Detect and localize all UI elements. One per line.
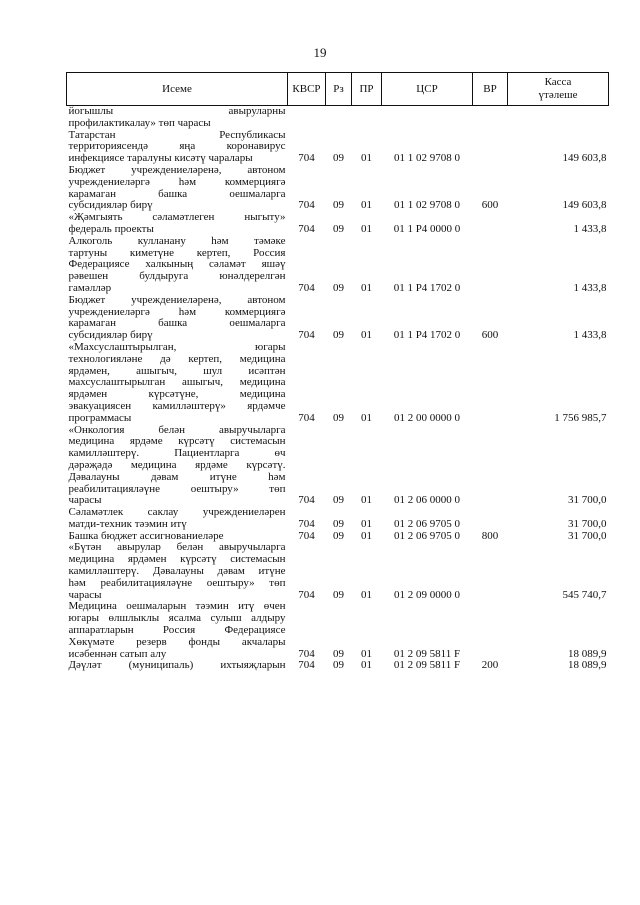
- table-body: [67, 106, 609, 673]
- cell-pr: [352, 106, 382, 130]
- cell-vr: 200: [481, 659, 499, 672]
- table-row: [67, 542, 609, 601]
- cell-kvsr: 704: [298, 199, 315, 212]
- cell-rz: 09: [333, 199, 344, 212]
- cell-csr: 01 2 06 9705 0: [394, 517, 460, 530]
- cell-pr: 01: [361, 411, 372, 424]
- cell-vr: [473, 236, 508, 295]
- cell-csr: 01 1 02 9708 0: [394, 152, 460, 165]
- cell-name: [67, 165, 288, 212]
- cell-vr: [473, 130, 508, 165]
- cell-name-line: эвакуациясен камилләштерү» ярдәмче: [68, 399, 286, 412]
- cell-name-line: профилактикалау» төп чарасы: [68, 116, 211, 129]
- cell-name-line: чарасы: [68, 494, 102, 507]
- cell-vr: [473, 212, 508, 236]
- cell-name: [67, 601, 288, 660]
- cell-kvsr: 704: [298, 494, 315, 507]
- cell-name: [67, 342, 288, 425]
- cell-name-line: гамәлләр: [68, 281, 112, 294]
- cell-amount: [508, 106, 609, 130]
- cell-name-line: территориясендә яңа коронавирус: [68, 140, 286, 153]
- cell-vr: [473, 542, 508, 601]
- cell-amount: 1 433,8: [573, 222, 607, 235]
- cell-amount: 149 603,8: [562, 199, 607, 212]
- cell-name-line: учреждениеләргә һәм коммерциягә: [68, 305, 286, 318]
- cell-kvsr: 704: [298, 411, 315, 424]
- cell-rz: 09: [333, 647, 344, 660]
- cell-vr: 600: [481, 199, 499, 212]
- cell-rz: 09: [333, 529, 344, 542]
- table-row: [67, 425, 609, 508]
- cell-pr: 01: [361, 588, 372, 601]
- cell-csr: 01 1 P4 1702 0: [393, 329, 461, 342]
- cell-amount: 149 603,8: [562, 152, 607, 165]
- cell-name-line: ярдәмен күрсәтүне, медицина: [68, 388, 286, 401]
- cell-kvsr: 704: [298, 222, 315, 235]
- table-row: [67, 212, 609, 236]
- cell-csr: 01 2 06 0000 0: [394, 494, 460, 507]
- cell-amount: 1 433,8: [573, 281, 607, 294]
- cell-pr: 01: [361, 494, 372, 507]
- cell-name-line: махсуслаштырылган ашыгыч, медицина: [68, 376, 286, 389]
- cell-name-line: матди-техник тәэмин итү: [68, 517, 187, 530]
- cell-name-line: медицина ярдәмен күрсәтү системасын: [68, 553, 286, 566]
- cell-rz: 09: [333, 494, 344, 507]
- header-rz: Рз: [326, 73, 352, 106]
- cell-name-line: медицина ярдәме күрсәтү системасын: [68, 435, 286, 448]
- cell-name: [67, 295, 288, 342]
- cell-name-line: учреждениеләргә һәм коммерциягә: [68, 175, 286, 188]
- budget-table: [66, 72, 609, 672]
- header-amount: Касса үтәлеше: [508, 73, 609, 106]
- cell-name: [67, 660, 288, 672]
- cell-amount: 1 756 985,7: [554, 411, 607, 424]
- cell-rz: 09: [333, 588, 344, 601]
- cell-name: [67, 106, 288, 130]
- cell-name-line: югары өлшлыклы ясалма сулыш алдыру: [68, 612, 286, 625]
- cell-name-line: исәбеннән сатып алу: [68, 647, 167, 660]
- cell-amount: 18 089,9: [568, 647, 607, 660]
- cell-rz: 09: [333, 659, 344, 672]
- cell-pr: 01: [361, 659, 372, 672]
- cell-amount: 31 700,0: [568, 517, 607, 530]
- cell-name: [67, 542, 288, 601]
- cell-vr: 600: [481, 329, 499, 342]
- table-row: [67, 106, 609, 130]
- cell-kvsr: 704: [298, 659, 315, 672]
- header-pr: ПР: [352, 73, 382, 106]
- cell-rz: 09: [333, 222, 344, 235]
- cell-name-line: реабилитацияләүне оештыру» төп: [68, 482, 286, 495]
- cell-name-line: Медицина оешмаларын тәэмин итү өчен: [68, 600, 286, 613]
- cell-name-line: Бюджет учреждениеләренә, автоном: [68, 163, 286, 176]
- cell-amount: 31 700,0: [568, 494, 607, 507]
- cell-rz: 09: [333, 411, 344, 424]
- table-row: [67, 342, 609, 425]
- cell-name: [67, 507, 288, 531]
- cell-name: [67, 425, 288, 508]
- cell-csr: 01 2 09 0000 0: [394, 588, 460, 601]
- cell-name-line: ярдәмен, ашыгыч, шул исәптән: [68, 364, 286, 377]
- cell-kvsr: 704: [298, 329, 315, 342]
- page-number: 19: [313, 45, 327, 60]
- cell-amount: 1 433,8: [573, 329, 607, 342]
- cell-name-line: карамаган башка оешмаларга: [68, 317, 286, 330]
- cell-rz: 09: [333, 281, 344, 294]
- cell-rz: [326, 106, 352, 130]
- cell-name-line: Дәвалауны дәвам итүне һәм: [68, 470, 286, 483]
- cell-name: [67, 212, 288, 236]
- cell-name-line: технологияләне дә кертеп, медицина: [68, 352, 286, 365]
- cell-name-line: һәм реабилитацияләүне оештыру» төп: [68, 576, 286, 589]
- cell-name-line: Алкоголь кулланану һәм тәмәке: [68, 234, 286, 247]
- cell-kvsr: 704: [298, 529, 315, 542]
- cell-amount: 545 740,7: [562, 588, 607, 601]
- cell-kvsr: 704: [298, 647, 315, 660]
- cell-pr: 01: [361, 329, 372, 342]
- cell-name-line: аппаратларын Россия Федерациясе: [68, 624, 286, 637]
- table-row: [67, 660, 609, 672]
- table-header: [67, 73, 609, 106]
- cell-csr: 01 1 P4 1702 0: [393, 281, 461, 294]
- cell-amount: 31 700,0: [568, 529, 607, 542]
- cell-kvsr: [288, 106, 326, 130]
- cell-kvsr: 704: [298, 588, 315, 601]
- cell-csr: 01 2 09 5811 F: [393, 659, 461, 672]
- cell-vr: [473, 425, 508, 508]
- cell-name-line: Хөкүмәте резерв фонды акчалары: [68, 635, 286, 648]
- cell-name-line: Татарстан Республикасы: [68, 128, 286, 141]
- cell-pr: 01: [361, 199, 372, 212]
- header-csr: ЦСР: [382, 73, 473, 106]
- cell-name: [67, 130, 288, 165]
- table-row: [67, 295, 609, 342]
- cell-kvsr: 704: [298, 517, 315, 530]
- cell-name-line: инфекциясе таралуны кисәтү чаралары: [68, 152, 253, 165]
- cell-name-line: тартуны киметүне кертеп, Россия: [68, 246, 286, 259]
- cell-pr: 01: [361, 152, 372, 165]
- cell-name-line: федераль проекты: [68, 222, 154, 235]
- cell-name: [67, 236, 288, 295]
- cell-vr: [473, 507, 508, 531]
- cell-name-line: Бюджет учреждениеләренә, автоном: [68, 293, 286, 306]
- cell-csr: 01 2 09 5811 F: [393, 647, 461, 660]
- cell-csr: 01 1 02 9708 0: [394, 199, 460, 212]
- cell-pr: 01: [361, 222, 372, 235]
- cell-name-line: йогышлы авыруларны: [68, 105, 286, 117]
- table-row: [67, 601, 609, 660]
- cell-name-line: Башка бюджет ассигнованиеләре: [68, 529, 224, 542]
- cell-pr: 01: [361, 517, 372, 530]
- cell-rz: 09: [333, 329, 344, 342]
- cell-name-line: Сәламәтлек саклау учреждениеләрен: [68, 506, 286, 519]
- cell-name-line: субсидияләр бирү: [68, 329, 153, 342]
- cell-csr: 01 1 P4 0000 0: [393, 222, 461, 235]
- cell-name-line: Дәүләт (муниципаль) ихтыяҗларын: [68, 659, 286, 672]
- table-row: [67, 507, 609, 531]
- cell-vr: [473, 106, 508, 130]
- cell-vr: 800: [481, 529, 499, 542]
- cell-kvsr: 704: [298, 152, 315, 165]
- table-row: [67, 165, 609, 212]
- cell-name-line: Федерациясе халкының сәламәт яшәү: [68, 258, 286, 271]
- cell-name-line: программасы: [68, 411, 132, 424]
- cell-name-line: камилләштерү. Пациентларга өч: [68, 447, 286, 460]
- cell-name-line: камилләштерү. Дәвалауны дәвам итүне: [68, 565, 286, 578]
- cell-name-line: «Бүтән авырулар белән авыручыларга: [68, 541, 286, 554]
- cell-name-line: рәвешен булдыруга юнәлдерелгән: [68, 270, 286, 283]
- cell-vr: [473, 342, 508, 425]
- cell-csr: 01 2 06 9705 0: [394, 529, 460, 542]
- cell-kvsr: 704: [298, 281, 315, 294]
- cell-name-line: «Онкология белән авыручыларга: [68, 423, 286, 436]
- cell-csr: [382, 106, 473, 130]
- cell-name-line: дәрәҗәдә медицина ярдәме күрсәтү.: [68, 458, 286, 471]
- cell-name-line: субсидияләр бирү: [68, 199, 153, 212]
- header-vr: ВР: [473, 73, 508, 106]
- cell-pr: 01: [361, 281, 372, 294]
- table-row: [67, 236, 609, 295]
- cell-pr: 01: [361, 529, 372, 542]
- header-kvsr: КВСР: [288, 73, 326, 106]
- cell-vr: [473, 601, 508, 660]
- header-name: Исеме: [67, 73, 288, 106]
- cell-rz: 09: [333, 517, 344, 530]
- cell-csr: 01 2 00 0000 0: [394, 411, 460, 424]
- cell-amount: 18 089,9: [568, 659, 607, 672]
- table-row: [67, 130, 609, 165]
- cell-name-line: карамаган башка оешмаларга: [68, 187, 286, 200]
- cell-name-line: «Махсуслаштырылган, югары: [68, 340, 286, 353]
- cell-name-line: «Җәмгыять сәламәтлеген ныгыту»: [68, 211, 286, 224]
- cell-name-line: чарасы: [68, 588, 102, 601]
- cell-pr: 01: [361, 647, 372, 660]
- cell-rz: 09: [333, 152, 344, 165]
